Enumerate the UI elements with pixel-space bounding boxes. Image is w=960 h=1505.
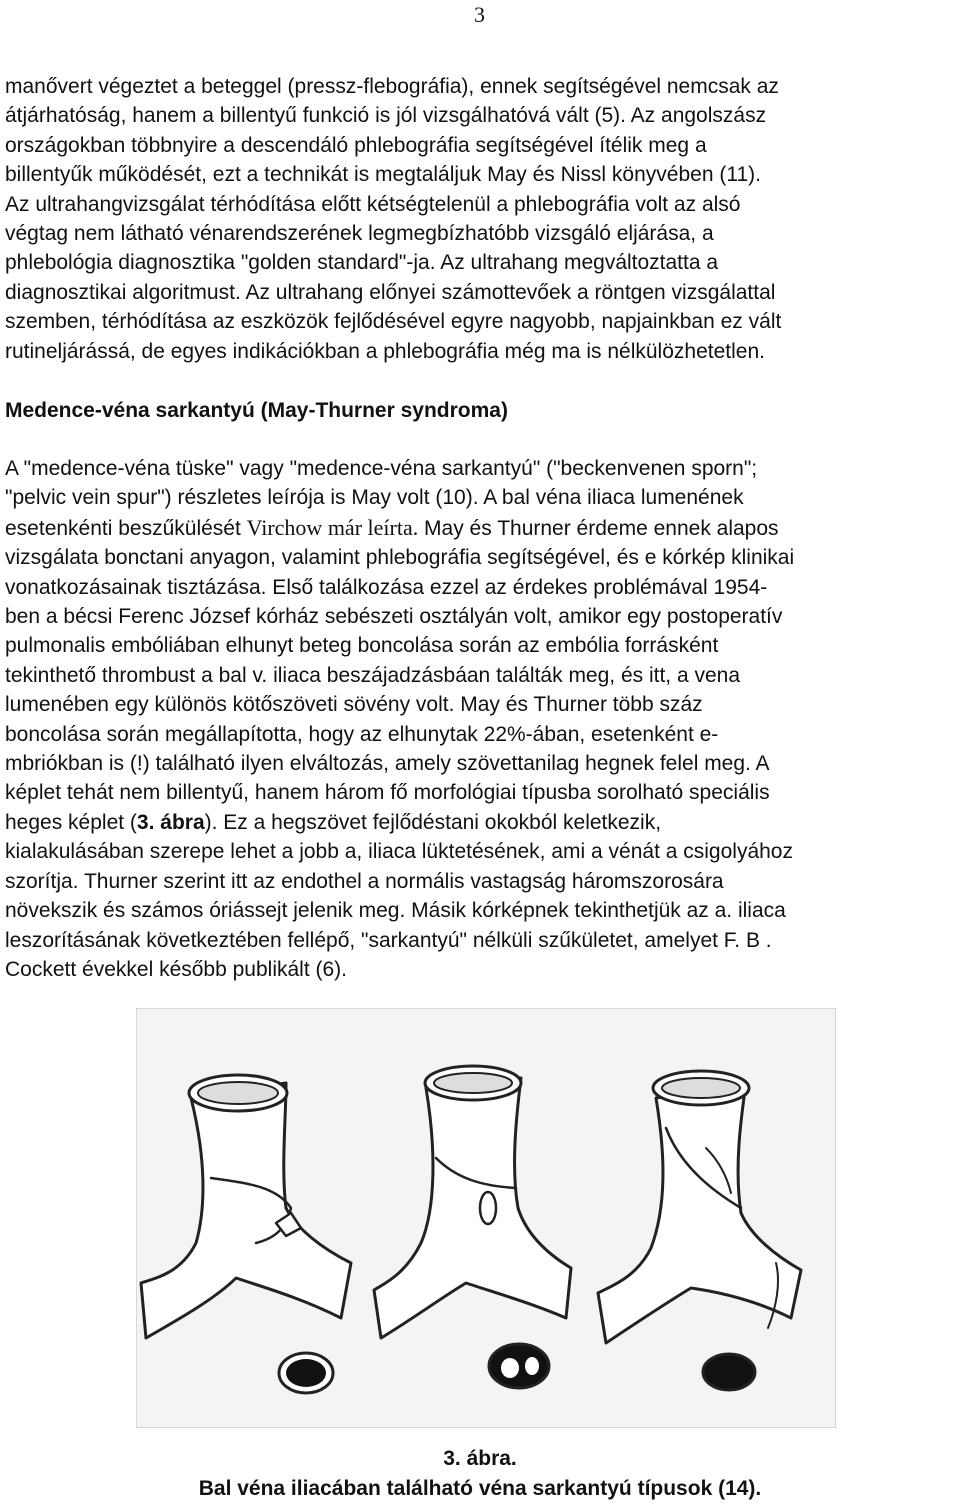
text-line: mbriókban is (!) található ilyen elváltozás, amely szövettanilag hegnek felel meg. A xyxy=(5,752,770,776)
text-line: vonatkozásainak tisztázása. Első találkozása ezzel az érdekes problémával 1954- xyxy=(5,575,768,599)
text-span: heges képlet ( xyxy=(5,810,137,834)
text-line: phlebológia diagnosztika "golden standard"-ja. Az ultrahang megváltoztatta a xyxy=(5,251,719,275)
text-line: szorítja. Thurner szerint itt az endothel a normális vastagság háromszorosára xyxy=(5,869,724,893)
text-line: manővert végeztet a beteggel (pressz-flebográfia), ennek segítségével nemcsak az xyxy=(5,75,779,98)
text-line: leszorításának következtében fellépő, "sarkantyú" nélküli szűkületet, amelyet F. B . xyxy=(5,928,772,952)
text-line: "pelvic vein spur") részletes leírója is May volt (10). A bal véna iliaca lumenének xyxy=(5,486,744,510)
text-line: diagnosztikai algoritmust. Az ultrahang előnyei számottevőek a röntgen vizsgálattal xyxy=(5,280,776,304)
text-line: rutineljárássá, de egyes indikációkban a phlebográfia még ma is nélkülözhetetlen. xyxy=(5,339,765,363)
text-span: May és Thurner érdeme ennek alapos xyxy=(418,516,779,540)
paragraph-phlebography xyxy=(5,72,955,366)
text-line: szemben, térhódítása az eszközök fejlődésével egyre nagyobb, napjainkban ez vált xyxy=(5,310,782,334)
text-line: pulmonalis embóliában elhunyt beteg boncolása során az embólia forrásként xyxy=(5,634,719,658)
text-line: boncolása során megállapította, hogy az elhunytak 22%-ában, esetenként e- xyxy=(5,722,719,746)
figure-caption-text: Bal véna iliacában található véna sarkantyú típusok (14). xyxy=(198,1477,762,1500)
text-line: lumenében egy különös kötőszöveti sövény volt. May és Thurner több száz xyxy=(5,693,703,717)
text-line: A "medence-véna tüske" vagy "medence-véna sarkantyú" ("beckenvenen sporn"; xyxy=(5,457,758,480)
vein-spur-drawing xyxy=(136,1008,836,1428)
text-line: Az ultrahangvizsgálat térhódítása előtt kétségtelenül a phlebográfia volt az alsó xyxy=(5,192,741,216)
vein-spur-illustration xyxy=(136,1008,836,1428)
text-line: Cockett évekkel később publikált (6). xyxy=(5,957,347,981)
text-line: billentyűk működését, ezt a technikát is megtaláljuk May és Nissl könyvében (11). xyxy=(5,163,761,187)
text-line: növekszik és számos óriássejt jelenik meg. Másik kórképnek tekinthetjük az a. iliaca xyxy=(5,899,786,923)
figure-reference: 3. ábra xyxy=(136,810,205,834)
text-span: esetenkénti beszűkülését xyxy=(5,516,247,540)
text-line: vizsgálata bonctani anyagon, valamint phlebográfia segítségével, és e kórkép klinikai xyxy=(5,546,795,570)
paragraph-may-thurner xyxy=(5,454,955,984)
text-span: ). Ez a hegszövet fejlődéstani okokból keletkezik, xyxy=(204,810,662,834)
text-line xyxy=(5,808,955,837)
text-span: Virchow már leírta. xyxy=(246,514,419,540)
text-line: átjárhatóság, hanem a billentyű funkció is jól vizsgálhatóvá vált (5). Az angolszász xyxy=(5,104,767,128)
text-line: képlet tehát nem billentyű, hanem három fő morfológiai típusba sorolható speciális xyxy=(5,781,770,805)
text-line: kialakulásában szerepe lehet a jobb a, iliaca lüktetésének, ami a vénát a csigolyához xyxy=(5,840,793,864)
figure-caption-label: 3. ábra. xyxy=(443,1447,517,1470)
text-line: végtag nem látható vénarendszerének legmegbízhatóbb vizsgáló eljárása, a xyxy=(5,222,714,246)
text-line xyxy=(5,513,955,543)
page-number: 3 xyxy=(474,2,485,27)
text-line: ben a bécsi Ferenc József kórház sebészeti osztályán volt, amikor egy postoperatív xyxy=(5,605,783,629)
text-line: országokban többnyire a descendáló phlebográfia segítségével ítélik meg a xyxy=(5,133,707,157)
section-heading: Medence-véna sarkantyú (May-Thurner syndroma) xyxy=(5,399,508,422)
text-line: tekinthető thrombust a bal v. iliaca beszájadzásbáan találták meg, és itt, a vena xyxy=(5,663,741,687)
